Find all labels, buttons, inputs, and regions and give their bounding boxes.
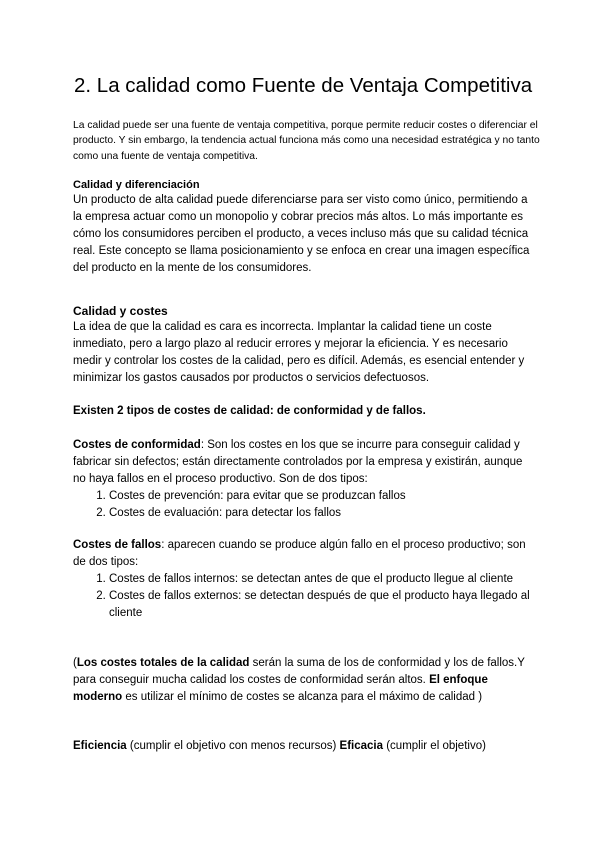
list-item: 1. Costes de prevención: para evitar que se produzcan fallos bbox=[109, 488, 533, 505]
conformity-costs-block bbox=[73, 437, 533, 522]
section-body-costs: La idea de que la calidad es cara es incorrecta. Implantar la calidad tiene un coste inmediato, pero a largo plazo al reducir errores y mejorar la eficiencia. Y es necesario medir y controlar los costes de la calidad, pero es difícil. Además, es esencial entender y minimizar los gastos causados por productos o servicios defectuosos. bbox=[73, 321, 525, 384]
total-costs-text: serán la suma de los de conformidad y los de fallos.Y para conseguir mucha calidad los costes de conformidad serán altos. bbox=[73, 657, 525, 686]
section-heading-costs: Calidad y costes bbox=[73, 304, 168, 318]
conformity-costs-paragraph bbox=[73, 437, 533, 488]
intro-paragraph: La calidad puede ser una fuente de ventaja competitiva, porque permite reducir costes o diferenciar el producto. Y sin embargo, la tendencia actual funciona más como una necesidad estratégica y no tanto como una fuente de ventaja competitiva. bbox=[73, 120, 540, 162]
conformity-costs-text: : Son los costes en los que se incurre para conseguir calidad y fabricar sin defectos; están directamente controlados por la empresa y existirán, aunque no haya fallos en el proceso productivo. Son de dos tipos: bbox=[73, 439, 523, 485]
list-item: 2. Costes de fallos externos: se detectan después de que el producto haya llegado al cliente bbox=[109, 588, 533, 622]
efficacy-term: Eficacia bbox=[339, 740, 384, 752]
efficiency-term: Eficiencia bbox=[73, 740, 127, 752]
total-costs-term: Los costes totales de la calidad bbox=[76, 657, 250, 669]
open-paren: ( bbox=[73, 657, 77, 669]
total-costs-paragraph bbox=[73, 655, 533, 706]
efficiency-line bbox=[73, 738, 533, 755]
list-item: 2. Costes de evaluación: para detectar los fallos bbox=[109, 505, 533, 522]
page-title: 2. La calidad como Fuente de Ventaja Competitiva bbox=[74, 74, 533, 97]
list-item: 1. Costes de fallos internos: se detectan antes de que el producto llegue al cliente bbox=[109, 571, 533, 588]
modern-approach-term: El enfoque moderno bbox=[73, 674, 488, 703]
failure-costs-block bbox=[73, 537, 533, 622]
conformity-costs-list bbox=[73, 488, 533, 522]
modern-approach-text: es utilizar el mínimo de costes se alcanza para el máximo de calidad ) bbox=[122, 691, 483, 703]
efficiency-text: (cumplir el objetivo con menos recursos) bbox=[126, 740, 340, 752]
failure-costs-text: : aparecen cuando se produce algún fallo en el proceso productivo; son de dos tipos: bbox=[73, 539, 526, 568]
section-body-differentiation: Un producto de alta calidad puede diferenciarse para ser visto como único, permitiendo a la empresa actuar como un monopolio y cobrar precios más altos. Lo más importante es cómo los consumidores perciben el producto, a veces incluso más que su calidad técnica real. Este concepto se llama posicionamiento y se enfoca en crear una imagen específica del producto en la mente de los consumidores. bbox=[73, 194, 530, 274]
cost-types-statement: Existen 2 tipos de costes de calidad: de conformidad y de fallos. bbox=[73, 405, 426, 417]
efficacy-text: (cumplir el objetivo) bbox=[383, 740, 486, 752]
conformity-costs-term: Costes de conformidad bbox=[73, 439, 201, 451]
failure-costs-list bbox=[73, 571, 533, 622]
section-heading-differentiation: Calidad y diferenciación bbox=[73, 179, 200, 191]
failure-costs-paragraph bbox=[73, 537, 533, 571]
failure-costs-term: Costes de fallos bbox=[73, 539, 162, 551]
